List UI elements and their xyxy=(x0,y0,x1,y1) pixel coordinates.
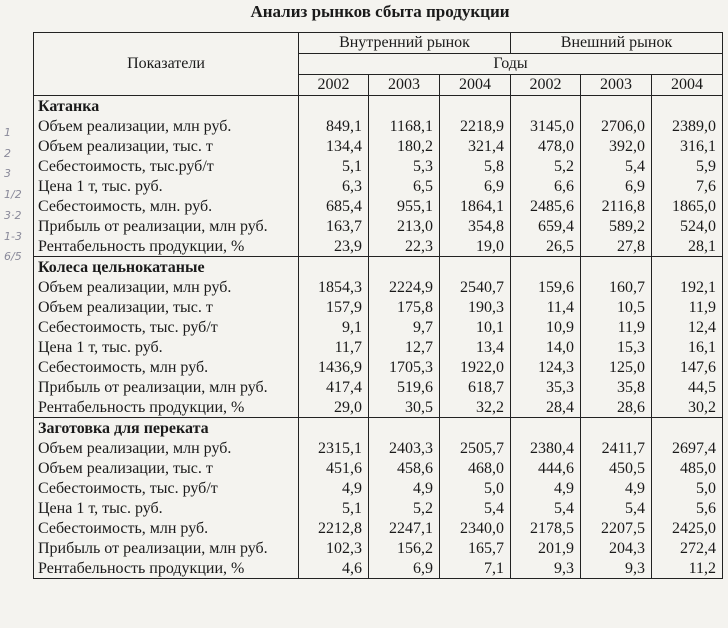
indicator-label: Рентабельность продукции, % xyxy=(34,236,299,257)
indicator-label: Рентабельность продукции, % xyxy=(34,558,299,579)
value-cell: 5,3 xyxy=(369,156,440,176)
indicator-label: Объем реализации, тыс. т xyxy=(34,458,299,478)
value-cell: 26,5 xyxy=(511,236,581,257)
value-cell: 180,2 xyxy=(369,136,440,156)
value-cell: 10,1 xyxy=(440,317,511,337)
value-cell: 10,9 xyxy=(511,317,581,337)
value-cell: 4,9 xyxy=(511,478,581,498)
indicator-label: Себестоимость, млн руб. xyxy=(34,518,299,538)
value-cell: 134,4 xyxy=(299,136,369,156)
value-cell: 16,1 xyxy=(652,337,723,357)
value-cell: 4,9 xyxy=(299,478,369,498)
indicator-label: Рентабельность продукции, % xyxy=(34,397,299,418)
value-cell: 7,6 xyxy=(652,176,723,196)
value-cell: 13,4 xyxy=(440,337,511,357)
value-cell: 28,6 xyxy=(581,397,652,418)
value-cell: 5,4 xyxy=(581,498,652,518)
value-cell: 5,1 xyxy=(299,498,369,518)
section-title: Катанка xyxy=(34,96,299,117)
value-cell: 11,4 xyxy=(511,297,581,317)
empty-cell xyxy=(652,96,723,117)
table-row xyxy=(34,136,723,156)
value-cell: 2411,7 xyxy=(581,438,652,458)
value-cell: 165,7 xyxy=(440,538,511,558)
value-cell: 160,7 xyxy=(581,277,652,297)
table-row xyxy=(34,357,723,377)
indicator-label: Объем реализации, млн руб. xyxy=(34,438,299,458)
value-cell: 190,3 xyxy=(440,297,511,317)
table-row xyxy=(34,377,723,397)
value-cell: 5,9 xyxy=(652,156,723,176)
value-cell: 321,4 xyxy=(440,136,511,156)
section-header-row xyxy=(34,418,723,439)
years-header: Годы xyxy=(299,54,723,75)
value-cell: 12,4 xyxy=(652,317,723,337)
value-cell: 10,5 xyxy=(581,297,652,317)
value-cell: 5,0 xyxy=(440,478,511,498)
value-cell: 35,8 xyxy=(581,377,652,397)
value-cell: 272,4 xyxy=(652,538,723,558)
margin-note: 3 xyxy=(4,167,11,180)
value-cell: 14,0 xyxy=(511,337,581,357)
empty-cell xyxy=(511,96,581,117)
value-cell: 156,2 xyxy=(369,538,440,558)
foreign-market-header: Внешний рынок xyxy=(511,33,723,54)
value-cell: 35,3 xyxy=(511,377,581,397)
value-cell: 44,5 xyxy=(652,377,723,397)
empty-cell xyxy=(440,257,511,278)
empty-cell xyxy=(652,257,723,278)
table-row xyxy=(34,236,723,257)
value-cell: 5,8 xyxy=(440,156,511,176)
value-cell: 5,1 xyxy=(299,156,369,176)
value-cell: 2178,5 xyxy=(511,518,581,538)
value-cell: 589,2 xyxy=(581,216,652,236)
value-cell: 22,3 xyxy=(369,236,440,257)
value-cell: 5,4 xyxy=(440,498,511,518)
empty-cell xyxy=(440,96,511,117)
value-cell: 2247,1 xyxy=(369,518,440,538)
empty-cell xyxy=(511,418,581,439)
value-cell: 6,5 xyxy=(369,176,440,196)
value-cell: 5,6 xyxy=(652,498,723,518)
value-cell: 685,4 xyxy=(299,196,369,216)
value-cell: 4,9 xyxy=(369,478,440,498)
value-cell: 2706,0 xyxy=(581,116,652,136)
indicators-header: Показатели xyxy=(34,33,299,96)
empty-cell xyxy=(369,96,440,117)
value-cell: 2212,8 xyxy=(299,518,369,538)
value-cell: 5,4 xyxy=(581,156,652,176)
value-cell: 955,1 xyxy=(369,196,440,216)
domestic-market-header: Внутренний рынок xyxy=(299,33,511,54)
indicator-label: Себестоимость, тыс. руб/т xyxy=(34,478,299,498)
indicator-label: Объем реализации, тыс. т xyxy=(34,297,299,317)
year-header: 2004 xyxy=(652,75,723,96)
value-cell: 204,3 xyxy=(581,538,652,558)
value-cell: 468,0 xyxy=(440,458,511,478)
value-cell: 28,4 xyxy=(511,397,581,418)
value-cell: 1705,3 xyxy=(369,357,440,377)
value-cell: 7,1 xyxy=(440,558,511,579)
value-cell: 124,3 xyxy=(511,357,581,377)
value-cell: 102,3 xyxy=(299,538,369,558)
indicator-label: Цена 1 т, тыс. руб. xyxy=(34,337,299,357)
table-row xyxy=(34,277,723,297)
value-cell: 32,2 xyxy=(440,397,511,418)
margin-note: 1-3 xyxy=(4,230,22,243)
value-cell: 6,9 xyxy=(581,176,652,196)
value-cell: 9,3 xyxy=(511,558,581,579)
value-cell: 2116,8 xyxy=(581,196,652,216)
empty-cell xyxy=(511,257,581,278)
table-row xyxy=(34,297,723,317)
indicator-label: Себестоимость, млн. руб. xyxy=(34,196,299,216)
value-cell: 11,9 xyxy=(652,297,723,317)
year-header: 2002 xyxy=(511,75,581,96)
table-row xyxy=(34,317,723,337)
empty-cell xyxy=(581,418,652,439)
value-cell: 147,6 xyxy=(652,357,723,377)
value-cell: 2207,5 xyxy=(581,518,652,538)
value-cell: 3145,0 xyxy=(511,116,581,136)
value-cell: 2315,1 xyxy=(299,438,369,458)
indicator-label: Себестоимость, млн руб. xyxy=(34,357,299,377)
value-cell: 157,9 xyxy=(299,297,369,317)
value-cell: 2505,7 xyxy=(440,438,511,458)
empty-cell xyxy=(440,418,511,439)
year-header: 2003 xyxy=(581,75,652,96)
value-cell: 125,0 xyxy=(581,357,652,377)
value-cell: 2380,4 xyxy=(511,438,581,458)
value-cell: 19,0 xyxy=(440,236,511,257)
value-cell: 458,6 xyxy=(369,458,440,478)
year-header: 2003 xyxy=(369,75,440,96)
value-cell: 201,9 xyxy=(511,538,581,558)
indicator-label: Объем реализации, млн руб. xyxy=(34,277,299,297)
value-cell: 30,2 xyxy=(652,397,723,418)
value-cell: 192,1 xyxy=(652,277,723,297)
empty-cell xyxy=(581,257,652,278)
indicator-label: Цена 1 т, тыс. руб. xyxy=(34,498,299,518)
margin-note: 1/2 xyxy=(4,188,22,201)
value-cell: 1168,1 xyxy=(369,116,440,136)
indicator-label: Себестоимость, тыс.руб/т xyxy=(34,156,299,176)
margin-note: 1 xyxy=(4,126,11,139)
table-row xyxy=(34,478,723,498)
value-cell: 2224,9 xyxy=(369,277,440,297)
value-cell: 2218,9 xyxy=(440,116,511,136)
value-cell: 5,2 xyxy=(369,498,440,518)
empty-cell xyxy=(299,418,369,439)
value-cell: 4,6 xyxy=(299,558,369,579)
table-row xyxy=(34,498,723,518)
year-header: 2002 xyxy=(299,75,369,96)
value-cell: 354,8 xyxy=(440,216,511,236)
indicator-label: Прибыль от реализации, млн руб. xyxy=(34,538,299,558)
value-cell: 27,8 xyxy=(581,236,652,257)
value-cell: 2340,0 xyxy=(440,518,511,538)
value-cell: 450,5 xyxy=(581,458,652,478)
value-cell: 618,7 xyxy=(440,377,511,397)
empty-cell xyxy=(581,96,652,117)
table-row xyxy=(34,438,723,458)
table-row xyxy=(34,116,723,136)
value-cell: 5,4 xyxy=(511,498,581,518)
value-cell: 316,1 xyxy=(652,136,723,156)
value-cell: 849,1 xyxy=(299,116,369,136)
value-cell: 519,6 xyxy=(369,377,440,397)
value-cell: 1922,0 xyxy=(440,357,511,377)
value-cell: 6,9 xyxy=(440,176,511,196)
margin-note: 6/5 xyxy=(4,250,22,263)
value-cell: 2425,0 xyxy=(652,518,723,538)
value-cell: 6,6 xyxy=(511,176,581,196)
table-row xyxy=(34,538,723,558)
value-cell: 9,3 xyxy=(581,558,652,579)
indicator-label: Прибыль от реализации, млн руб. xyxy=(34,377,299,397)
market-analysis-table xyxy=(33,32,723,579)
table-row xyxy=(34,558,723,579)
table-row xyxy=(34,176,723,196)
table-row xyxy=(34,216,723,236)
value-cell: 444,6 xyxy=(511,458,581,478)
value-cell: 392,0 xyxy=(581,136,652,156)
empty-cell xyxy=(652,418,723,439)
margin-note: 3·2 xyxy=(4,209,22,222)
table-row xyxy=(34,518,723,538)
value-cell: 6,3 xyxy=(299,176,369,196)
value-cell: 23,9 xyxy=(299,236,369,257)
value-cell: 2697,4 xyxy=(652,438,723,458)
value-cell: 11,9 xyxy=(581,317,652,337)
section-header-row xyxy=(34,257,723,278)
value-cell: 2485,6 xyxy=(511,196,581,216)
empty-cell xyxy=(369,257,440,278)
indicator-label: Прибыль от реализации, млн руб. xyxy=(34,216,299,236)
page-title: Анализ рынков сбыта продукции xyxy=(250,2,510,21)
empty-cell xyxy=(299,257,369,278)
value-cell: 5,2 xyxy=(511,156,581,176)
value-cell: 1436,9 xyxy=(299,357,369,377)
indicator-label: Себестоимость, тыс. руб/т xyxy=(34,317,299,337)
value-cell: 485,0 xyxy=(652,458,723,478)
value-cell: 5,0 xyxy=(652,478,723,498)
margin-note: 2 xyxy=(4,147,11,160)
value-cell: 1854,3 xyxy=(299,277,369,297)
table-row xyxy=(34,156,723,176)
value-cell: 28,1 xyxy=(652,236,723,257)
value-cell: 2540,7 xyxy=(440,277,511,297)
table-row xyxy=(34,337,723,357)
value-cell: 9,1 xyxy=(299,317,369,337)
value-cell: 9,7 xyxy=(369,317,440,337)
value-cell: 2389,0 xyxy=(652,116,723,136)
value-cell: 478,0 xyxy=(511,136,581,156)
value-cell: 659,4 xyxy=(511,216,581,236)
indicator-label: Объем реализации, млн руб. xyxy=(34,116,299,136)
value-cell: 159,6 xyxy=(511,277,581,297)
section-title: Колеса цельнокатаные xyxy=(34,257,299,278)
empty-cell xyxy=(369,418,440,439)
value-cell: 417,4 xyxy=(299,377,369,397)
value-cell: 1864,1 xyxy=(440,196,511,216)
table-body xyxy=(34,96,723,579)
value-cell: 163,7 xyxy=(299,216,369,236)
value-cell: 1865,0 xyxy=(652,196,723,216)
section-header-row xyxy=(34,96,723,117)
value-cell: 2403,3 xyxy=(369,438,440,458)
value-cell: 12,7 xyxy=(369,337,440,357)
empty-cell xyxy=(299,96,369,117)
table-header xyxy=(34,33,723,96)
value-cell: 451,6 xyxy=(299,458,369,478)
value-cell: 29,0 xyxy=(299,397,369,418)
value-cell: 15,3 xyxy=(581,337,652,357)
value-cell: 11,2 xyxy=(652,558,723,579)
indicator-label: Цена 1 т, тыс. руб. xyxy=(34,176,299,196)
table-row xyxy=(34,397,723,418)
indicator-label: Объем реализации, тыс. т xyxy=(34,136,299,156)
value-cell: 175,8 xyxy=(369,297,440,317)
value-cell: 4,9 xyxy=(581,478,652,498)
table-row xyxy=(34,458,723,478)
section-title: Заготовка для переката xyxy=(34,418,299,439)
table-row xyxy=(34,196,723,216)
value-cell: 213,0 xyxy=(369,216,440,236)
value-cell: 524,0 xyxy=(652,216,723,236)
value-cell: 30,5 xyxy=(369,397,440,418)
value-cell: 11,7 xyxy=(299,337,369,357)
year-header: 2004 xyxy=(440,75,511,96)
value-cell: 6,9 xyxy=(369,558,440,579)
